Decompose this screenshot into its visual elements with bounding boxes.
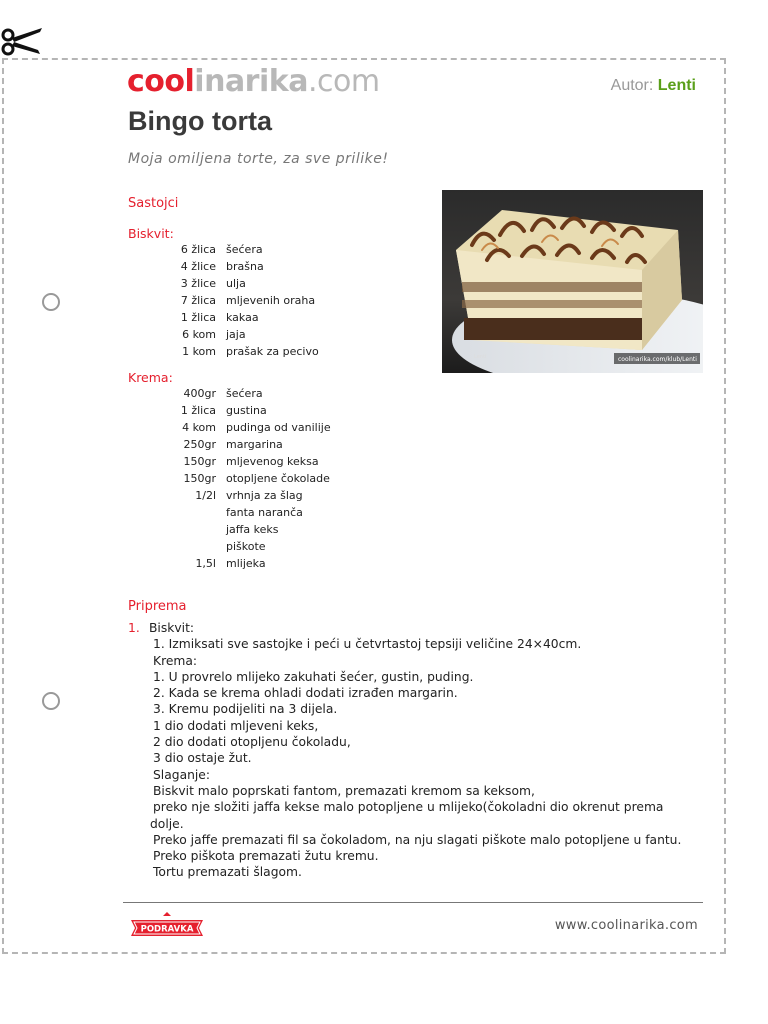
footer-divider bbox=[123, 902, 703, 903]
ingredient-row bbox=[128, 258, 428, 275]
step-line: dolje. bbox=[150, 816, 184, 831]
ingredient-row bbox=[128, 504, 428, 521]
author-name[interactable]: Lenti bbox=[657, 77, 696, 94]
step-line: 1 dio dodati mljeveni keks, bbox=[153, 718, 319, 733]
ingredient-quantity: 400gr bbox=[183, 387, 216, 400]
binder-hole-bottom bbox=[42, 692, 60, 710]
ingredient-row bbox=[128, 521, 428, 538]
author bbox=[611, 77, 696, 95]
ingredient-name: brašna bbox=[226, 260, 264, 273]
ingredient-quantity: 4 žlice bbox=[180, 260, 216, 273]
ingredient-name: pudinga od vanilije bbox=[226, 421, 331, 434]
ingredient-quantity: 250gr bbox=[183, 438, 216, 451]
ingredient-row bbox=[128, 292, 428, 309]
ingredient-quantity: 6 žlica bbox=[180, 243, 216, 256]
step-line: preko nje složiti jaffa kekse malo potopljene u mlijeko(čokoladni dio okrenut prema bbox=[153, 800, 664, 815]
ingredient-name: mlijeka bbox=[226, 557, 266, 570]
photo-credit: Lenti bbox=[474, 354, 487, 360]
ingredient-quantity: 1 žlica bbox=[180, 404, 216, 417]
ingredient-name: vrhnja za šlag bbox=[226, 489, 303, 502]
cake-photo bbox=[442, 190, 703, 373]
ingredient-name: kakaa bbox=[226, 311, 259, 324]
ingredient-name: jaffa keks bbox=[226, 523, 279, 536]
step-line: Krema: bbox=[153, 653, 198, 668]
ingredient-name: gustina bbox=[226, 404, 267, 417]
ingredient-name: mljevenog keksa bbox=[226, 455, 319, 468]
author-label: Autor: bbox=[610, 77, 654, 94]
group-heading-krema: Krema: bbox=[128, 370, 173, 385]
step-line: 1. U provrelo mlijeko zakuhati šećer, gustin, puding. bbox=[153, 669, 474, 684]
ingredient-list-krema bbox=[128, 385, 428, 572]
ingredient-row bbox=[128, 487, 428, 504]
scissors-icon bbox=[0, 22, 44, 62]
ingredient-quantity: 4 kom bbox=[182, 421, 216, 434]
step-number: 1. bbox=[128, 621, 140, 635]
ingredient-row bbox=[128, 343, 428, 360]
step-line: 2 dio dodati otopljenu čokoladu, bbox=[153, 735, 351, 750]
ingredient-quantity: 150gr bbox=[183, 455, 216, 468]
ingredient-row bbox=[128, 241, 428, 258]
ingredient-name: prašak za pecivo bbox=[226, 345, 319, 358]
ingredient-quantity: 3 žlice bbox=[180, 277, 216, 290]
ingredient-row bbox=[128, 538, 428, 555]
ingredient-row bbox=[128, 402, 428, 419]
ingredient-name: jaja bbox=[226, 328, 246, 341]
ingredient-row bbox=[128, 436, 428, 453]
step-line: 2. Kada se krema ohladi dodati izrađen margarin. bbox=[153, 686, 458, 701]
ingredient-name: otopljene čokolade bbox=[226, 472, 330, 485]
ingredient-row bbox=[128, 326, 428, 343]
ingredient-name: šećera bbox=[226, 387, 263, 400]
ingredient-name: margarina bbox=[226, 438, 283, 451]
site-url[interactable]: www.coolinarika.com bbox=[554, 918, 698, 933]
podravka-logo bbox=[127, 910, 207, 942]
step-line: 3. Kremu podijeliti na 3 dijela. bbox=[153, 702, 338, 717]
step-line: Slaganje: bbox=[153, 767, 211, 782]
ingredient-quantity: 1 žlica bbox=[180, 311, 216, 324]
step-line: Tortu premazati šlagom. bbox=[153, 865, 302, 880]
coolinarika-logo: coolinarika.com bbox=[127, 64, 380, 99]
ingredient-quantity: 1 kom bbox=[182, 345, 216, 358]
preparation-steps bbox=[128, 620, 708, 881]
preparation-heading: Priprema bbox=[128, 599, 187, 614]
ingredient-name: ulja bbox=[226, 277, 246, 290]
svg-text:PODRAVKA: PODRAVKA bbox=[140, 924, 194, 935]
ingredient-row bbox=[128, 470, 428, 487]
ingredients-heading: Sastojci bbox=[128, 196, 179, 211]
ingredient-quantity: 1/2l bbox=[195, 489, 216, 502]
binder-hole-top bbox=[42, 293, 60, 311]
ingredient-quantity: 1,5l bbox=[195, 557, 216, 570]
ingredient-name: fanta naranča bbox=[226, 506, 303, 519]
ingredient-row bbox=[128, 385, 428, 402]
ingredient-row bbox=[128, 309, 428, 326]
ingredient-quantity: 6 kom bbox=[182, 328, 216, 341]
ingredient-name: šećera bbox=[226, 243, 263, 256]
step-line: Preko jaffe premazati fil sa čokoladom, na nju slagati piškote malo potopljene u fantu. bbox=[153, 832, 682, 847]
recipe-subtitle: Moja omiljena torte, za sve prilike! bbox=[128, 151, 389, 167]
step-line: 1. Izmiksati sve sastojke i peći u četvrtastoj tepsiji veličine 24×40cm. bbox=[153, 637, 582, 652]
ingredient-row bbox=[128, 275, 428, 292]
ingredient-quantity: 150gr bbox=[183, 472, 216, 485]
ingredient-row bbox=[128, 453, 428, 470]
ingredient-name: mljevenih oraha bbox=[226, 294, 316, 307]
ingredient-list-biskvit bbox=[128, 241, 428, 360]
step-line: 1. Biskvit: bbox=[128, 621, 195, 635]
ingredient-row bbox=[128, 419, 428, 436]
ingredient-name: piškote bbox=[226, 540, 266, 553]
step-line: Biskvit malo poprskati fantom, premazati kremom sa keksom, bbox=[153, 783, 535, 798]
step-line: 3 dio ostaje žut. bbox=[153, 751, 252, 766]
ingredient-row bbox=[128, 555, 428, 572]
recipe-title: Bingo torta bbox=[128, 106, 272, 136]
photo-watermark: coolinarika.com/klub/Lenti bbox=[618, 356, 697, 363]
ingredient-quantity: 7 žlica bbox=[180, 294, 216, 307]
group-heading-biskvit: Biskvit: bbox=[128, 226, 174, 241]
step-line: Preko piškota premazati žutu kremu. bbox=[153, 849, 379, 864]
